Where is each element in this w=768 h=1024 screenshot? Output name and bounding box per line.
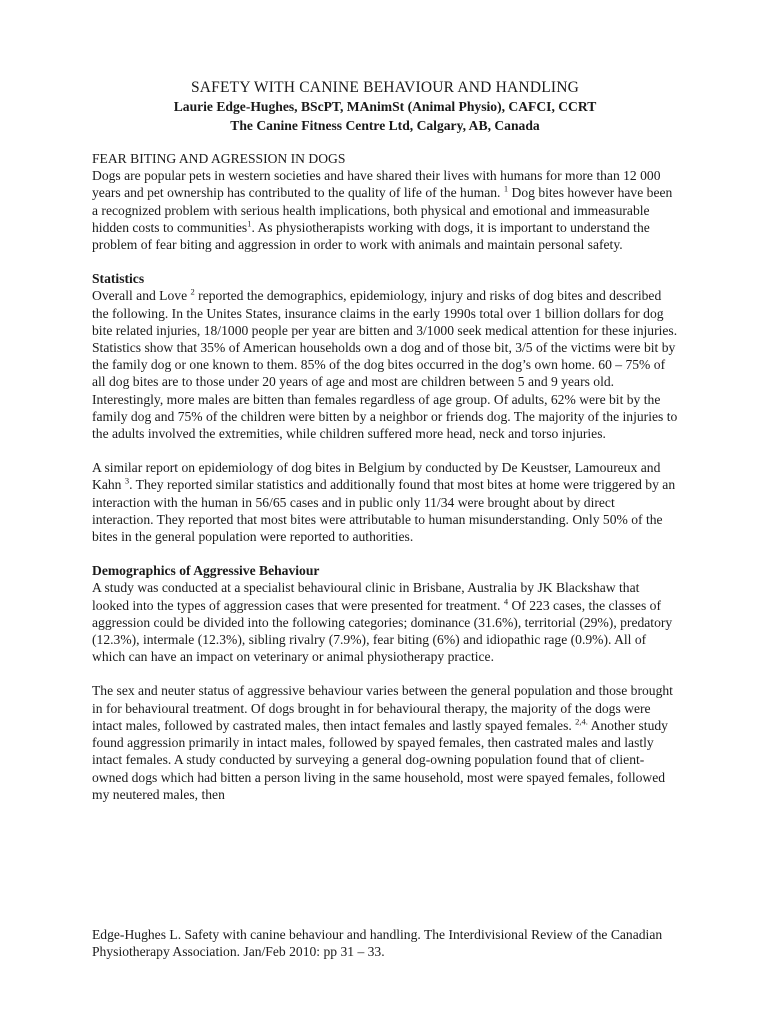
organization-line: The Canine Fitness Centre Ltd, Calgary, AB, Canada <box>230 117 540 133</box>
section-heading-fear-biting: FEAR BITING AND AGRESSION IN DOGS <box>92 151 346 166</box>
statistics-heading: Statistics <box>92 271 145 287</box>
citation-marker: 1 <box>503 183 509 194</box>
title-block <box>92 78 678 135</box>
citation-marker: 1 <box>247 218 252 229</box>
document-page <box>92 78 678 803</box>
statistics-paragraph-1: Overall and Love $^2$ reported the demographics, epidemiology, injury and risks of dog bites and described the following. In the Unites States, insurance claims in the early 1990s total over 1 billion dollars for dog bite related injuries, 18/1000 people per year are bitten and 3/1000 seek medical attention for these injuries. Statistics show that 35% of American households own a dog and of those bit, 3/5 of the victims were bit by the family dog or one known to them. 85% of the dog bites occurred in the dog’s own home. 60 – 75% of all dog bites are to those under 20 years of age and most are children between 5 and 9 years old. Interestingly, more males are bitten than females regardless of age group. Of adults, 62% were bit by the family dog and 75% of the children were bitten by a neighbor or friends dog. The majority of the injuries to the adults involved the extremities, while children suffered more head, neck and torso injuries. <box>92 286 678 442</box>
citation-marker: 2 <box>190 286 195 297</box>
document-title: SAFETY WITH CANINE BEHAVIOUR AND HANDLING <box>190 79 580 96</box>
author-line: Laurie Edge-Hughes, BScPT, MAnimSt (Animal Physio), CAFCI, CCRT <box>173 99 597 114</box>
citation-marker: 4 <box>503 596 509 607</box>
demographics-paragraph-2: The sex and neuter status of aggressive behaviour varies between the general population and those brought in for behavioural treatment. Of dogs brought in for behavioural therapy, the majority of the dogs were intact males, followed by castrated males, then intact females and lastly spayed females. $^{2,4.}$ Another study found aggression primarily in intact males, followed by spayed females, then castrated males and lastly intact females. A study conducted by surveying a general dog-owning population found that of client-owned dogs which had bitten a person living in the same household, most were spayed females, followed my neutered males, then <box>92 683 673 802</box>
demographics-paragraph-1: A study was conducted at a specialist behavioural clinic in Brisbane, Australia by JK Blackshaw that looked into the types of aggression cases that were presented for treatment. $^4$ Of 223 cases, the classes of aggression could be divided into the following categories; dominance (31.6%), territorial (29%), predatory (12.3%), intermale (12.3%), sibling rivalry (7.9%), fear biting (6%) and idiopathic rage (0.9%). All of which can have an impact on veterinary or animal physiotherapy practice. <box>92 580 673 665</box>
citation-marker: 2,4. <box>575 716 588 727</box>
citation-marker: 3 <box>124 475 130 486</box>
statistics-paragraph-2: A similar report on epidemiology of dog bites in Belgium by conducted by De Keustser, Lamoureux and Kahn $^3$. They reported similar statistics and additionally found that most bites at home were triggered by an interaction with the human in 56/65 cases and in public only 11/34 were brought about by direct interaction. They reported that most bites were attributable to human misunderstanding. Only 50% of the bites in the general population were reported to authorities. <box>92 460 676 545</box>
footer-citation: Edge-Hughes L. Safety with canine behaviour and handling. The Interdivisional Review of the Canadian Physiotherapy Association. Jan/Feb 2010: pp 31 – 33. <box>92 927 663 960</box>
demographics-heading: Demographics of Aggressive Behaviour <box>92 563 320 579</box>
intro-paragraph: Dogs are popular pets in western societies and have shared their lives with humans for more than 12 000 years and pet ownership has contributed to the quality of life of the human. $^1$ Dog bites however have been a recognized problem with serious health implications, both physical and emotional and immeasurable hidden costs to communities$^1$. As physiotherapists working with dogs, it is important to understand the problem of fear biting and aggression in order to work with animals and maintain personal safety. <box>92 168 673 253</box>
